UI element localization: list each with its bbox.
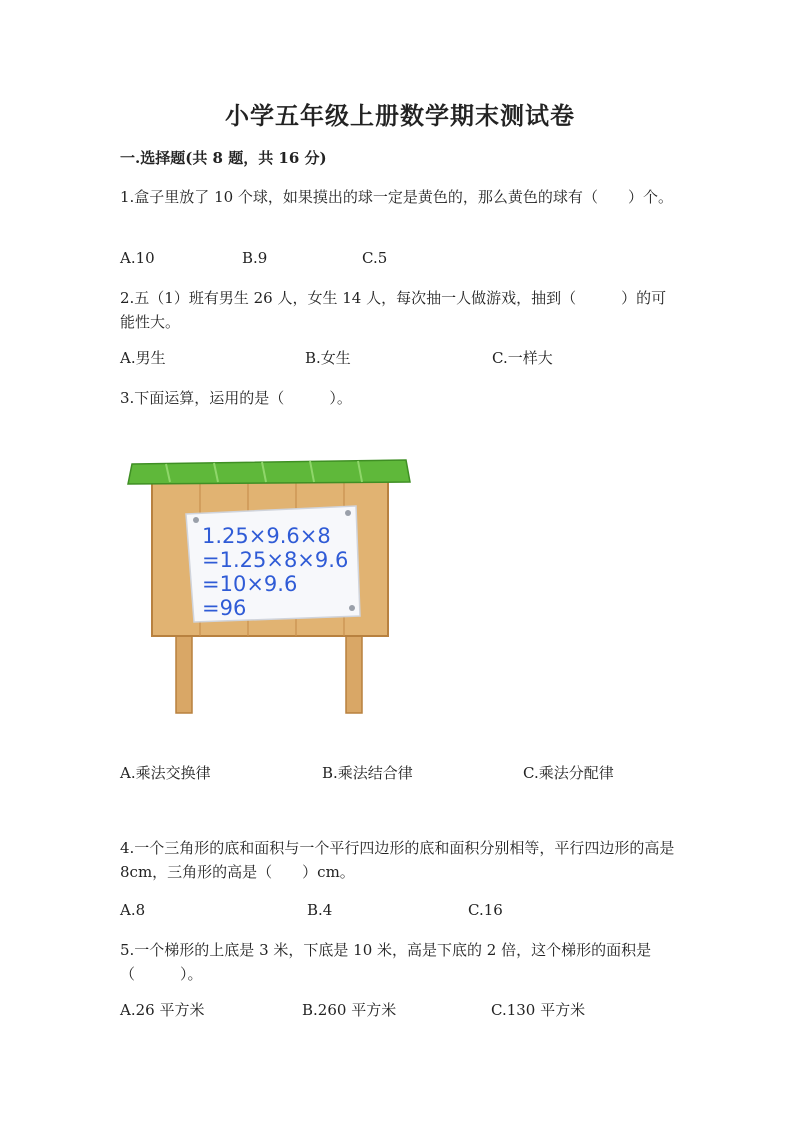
board-line-3: =10×9.6 [202,572,298,596]
question-1-option-a[interactable]: A.10 [120,249,155,267]
question-1-option-b[interactable]: B.9 [242,249,268,267]
section-heading: 一.选择题(共 8 题，共 16 分) [120,149,327,167]
board-line-2: =1.25×8×9.6 [202,548,349,572]
question-3-option-c[interactable]: C.乘法分配律 [523,764,614,782]
question-2-option-a[interactable]: A.男生 [120,349,166,367]
board-line-1: 1.25×9.6×8 [202,524,331,548]
question-3-text: 3.下面运算，运用的是（ ）。 [120,389,352,407]
question-4-option-c[interactable]: C.16 [468,901,503,919]
question-4-option-a[interactable]: A.8 [120,901,146,919]
question-5-option-a[interactable]: A.26 平方米 [120,1001,205,1019]
page-title: 小学五年级上册数学期末测试卷 [225,101,575,130]
question-2-option-c[interactable]: C.一样大 [492,349,553,367]
question-4-option-b[interactable]: B.4 [307,901,333,919]
question-2-option-b[interactable]: B.女生 [305,349,351,367]
question-2-text: 2.五（1）班有男生 26 人，女生 14 人，每次抽一人做游戏，抽到（ ）的可能性大。 [120,289,667,331]
question-1-text: 1.盒子里放了 10 个球，如果摸出的球一定是黄色的，那么黄色的球有（ ）个。 [120,188,673,206]
question-3-option-b[interactable]: B.乘法结合律 [322,764,413,782]
question-4-text: 4.一个三角形的底和面积与一个平行四边形的底和面积分别相等，平行四边形的高是 8cm，三角形的高是（ ）cm。 [120,839,675,881]
question-5-text: 5.一个梯形的上底是 3 米，下底是 10 米，高是下底的 2 倍，这个梯形的面积是（ ）。 [120,941,652,983]
question-5-option-b[interactable]: B.260 平方米 [302,1001,397,1019]
question-3-option-a[interactable]: A.乘法交换律 [120,764,211,782]
signboard-illustration [126,450,416,720]
question-5-option-c[interactable]: C.130 平方米 [491,1001,586,1019]
board-line-4: =96 [202,596,247,620]
question-1-option-c[interactable]: C.5 [362,249,388,267]
